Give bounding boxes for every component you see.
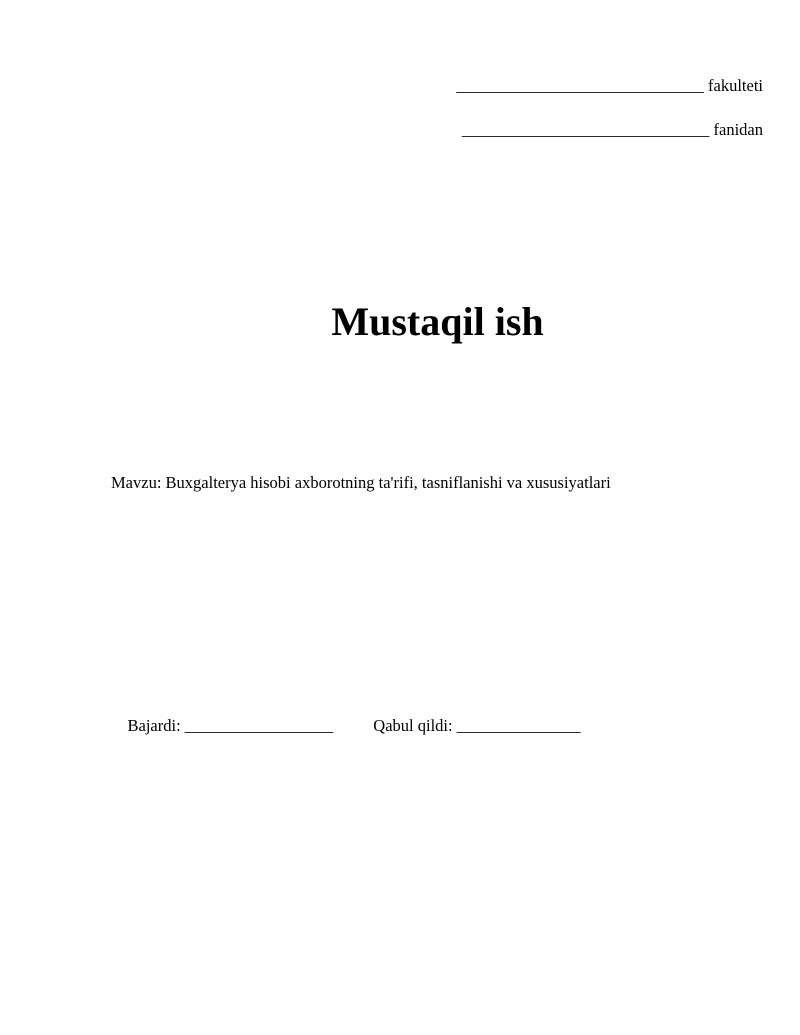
accepted-by-field: Qabul qildi: _______________	[373, 716, 581, 735]
faculty-line: ______________________________ fakulteti	[456, 76, 763, 95]
performed-by-field: Bajardi: __________________	[127, 716, 334, 735]
document-title: Mustaqil ish	[331, 299, 544, 344]
subject-line: ______________________________ fanidan	[461, 120, 763, 139]
signature-row	[111, 696, 580, 756]
topic-line: Mavzu: Buxgalterya hisobi axborotning ta'rifi, tasniflanishi va xususiyatlari	[111, 473, 611, 492]
